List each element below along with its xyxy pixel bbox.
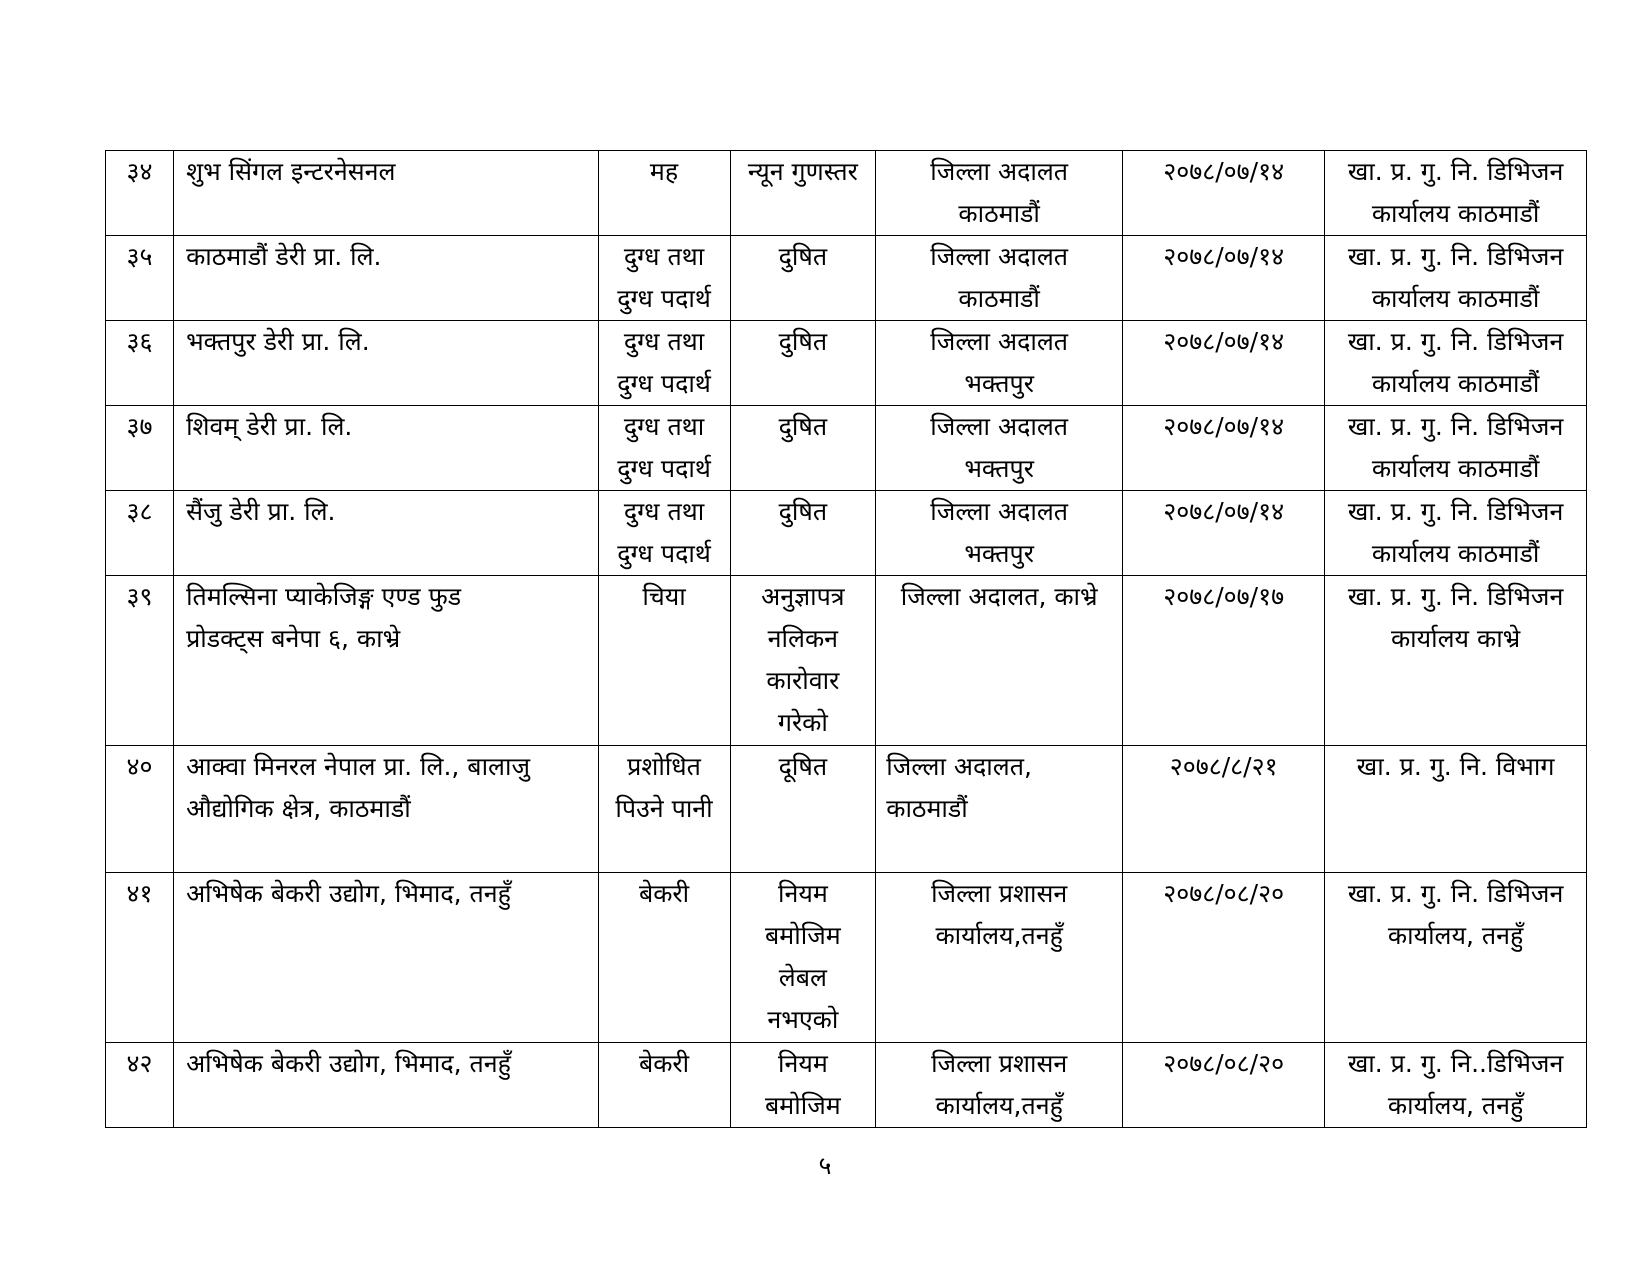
case-date: २०७८/८/२१	[1123, 746, 1325, 873]
table-row	[106, 1043, 1587, 1128]
issue: दुषित	[730, 236, 876, 321]
office: खा. प्र. गु. नि. डिभिजन कार्यालय काठमाडौं	[1325, 321, 1587, 406]
firm-name: सैंजु डेरी प्रा. लि.	[174, 491, 599, 576]
product: दुग्ध तथा दुग्ध पदार्थ	[598, 321, 730, 406]
issue: अनुज्ञापत्र नलिकन कारोवार गरेको	[730, 576, 876, 746]
case-date: २०७८/०८/२०	[1123, 1043, 1325, 1128]
court: जिल्ला अदालत भक्तपुर	[876, 321, 1123, 406]
product: बेकरी	[598, 1043, 730, 1128]
serial-number: ३९	[106, 576, 174, 746]
office: खा. प्र. गु. नि. डिभिजन कार्यालय काठमाडौं	[1325, 406, 1587, 491]
case-date: २०७८/०८/२०	[1123, 873, 1325, 1043]
firm-name: आक्वा मिनरल नेपाल प्रा. लि., बालाजु औद्योगिक क्षेत्र, काठमाडौं	[174, 746, 599, 873]
table-row	[106, 321, 1587, 406]
court: जिल्ला अदालत भक्तपुर	[876, 406, 1123, 491]
court: जिल्ला अदालत, काठमाडौं	[876, 746, 1123, 873]
issue: दुषित	[730, 491, 876, 576]
serial-number: ४२	[106, 1043, 174, 1128]
office: खा. प्र. गु. नि. डिभिजन कार्यालय काठमाडौं	[1325, 491, 1587, 576]
issue: दुषित	[730, 321, 876, 406]
issue: नियम बमोजिम	[730, 1043, 876, 1128]
serial-number: ३८	[106, 491, 174, 576]
product: बेकरी	[598, 873, 730, 1043]
firm-name: अभिषेक बेकरी उद्योग, भिमाद, तनहुँ	[174, 873, 599, 1043]
serial-number: ३६	[106, 321, 174, 406]
table-row	[106, 151, 1587, 236]
court: जिल्ला अदालत काठमाडौं	[876, 151, 1123, 236]
records-table	[105, 150, 1587, 1128]
serial-number: ३४	[106, 151, 174, 236]
court: जिल्ला प्रशासन कार्यालय,तनहुँ	[876, 873, 1123, 1043]
table-row	[106, 576, 1587, 746]
case-date: २०७८/०७/१४	[1123, 236, 1325, 321]
firm-name: तिमल्सिना प्याकेजिङ्ग एण्ड फुड प्रोडक्ट्स बनेपा ६, काभ्रे	[174, 576, 599, 746]
product: मह	[598, 151, 730, 236]
court: जिल्ला अदालत काठमाडौं	[876, 236, 1123, 321]
case-date: २०७८/०७/१४	[1123, 406, 1325, 491]
court: जिल्ला अदालत भक्तपुर	[876, 491, 1123, 576]
table-row	[106, 491, 1587, 576]
product: दुग्ध तथा दुग्ध पदार्थ	[598, 406, 730, 491]
office: खा. प्र. गु. नि. डिभिजन कार्यालय काठमाडौं	[1325, 236, 1587, 321]
firm-name: काठमाडौं डेरी प्रा. लि.	[174, 236, 599, 321]
court: जिल्ला अदालत, काभ्रे	[876, 576, 1123, 746]
firm-name: भक्तपुर डेरी प्रा. लि.	[174, 321, 599, 406]
office: खा. प्र. गु. नि. डिभिजन कार्यालय काभ्रे	[1325, 576, 1587, 746]
office: खा. प्र. गु. नि. डिभिजन कार्यालय, तनहुँ	[1325, 873, 1587, 1043]
serial-number: ३५	[106, 236, 174, 321]
office: खा. प्र. गु. नि. डिभिजन कार्यालय काठमाडौं	[1325, 151, 1587, 236]
issue: दुषित	[730, 406, 876, 491]
product: दुग्ध तथा दुग्ध पदार्थ	[598, 491, 730, 576]
page-number: ५	[818, 1151, 832, 1180]
table-row	[106, 746, 1587, 873]
firm-name: शुभ सिंगल इन्टरनेसनल	[174, 151, 599, 236]
table-row	[106, 236, 1587, 321]
issue: न्यून गुणस्तर	[730, 151, 876, 236]
office: खा. प्र. गु. नि..डिभिजन कार्यालय, तनहुँ	[1325, 1043, 1587, 1128]
table-row	[106, 406, 1587, 491]
product: चिया	[598, 576, 730, 746]
case-date: २०७८/०७/१४	[1123, 151, 1325, 236]
issue: नियम बमोजिम लेबल नभएको	[730, 873, 876, 1043]
table-row	[106, 873, 1587, 1043]
case-date: २०७८/०७/१४	[1123, 321, 1325, 406]
office: खा. प्र. गु. नि. विभाग	[1325, 746, 1587, 873]
issue: दूषित	[730, 746, 876, 873]
court: जिल्ला प्रशासन कार्यालय,तनहुँ	[876, 1043, 1123, 1128]
product: दुग्ध तथा दुग्ध पदार्थ	[598, 236, 730, 321]
serial-number: ३७	[106, 406, 174, 491]
firm-name: अभिषेक बेकरी उद्योग, भिमाद, तनहुँ	[174, 1043, 599, 1128]
case-date: २०७८/०७/१४	[1123, 491, 1325, 576]
serial-number: ४१	[106, 873, 174, 1043]
serial-number: ४०	[106, 746, 174, 873]
case-date: २०७८/०७/१७	[1123, 576, 1325, 746]
product: प्रशोधित पिउने पानी	[598, 746, 730, 873]
firm-name: शिवम् डेरी प्रा. लि.	[174, 406, 599, 491]
